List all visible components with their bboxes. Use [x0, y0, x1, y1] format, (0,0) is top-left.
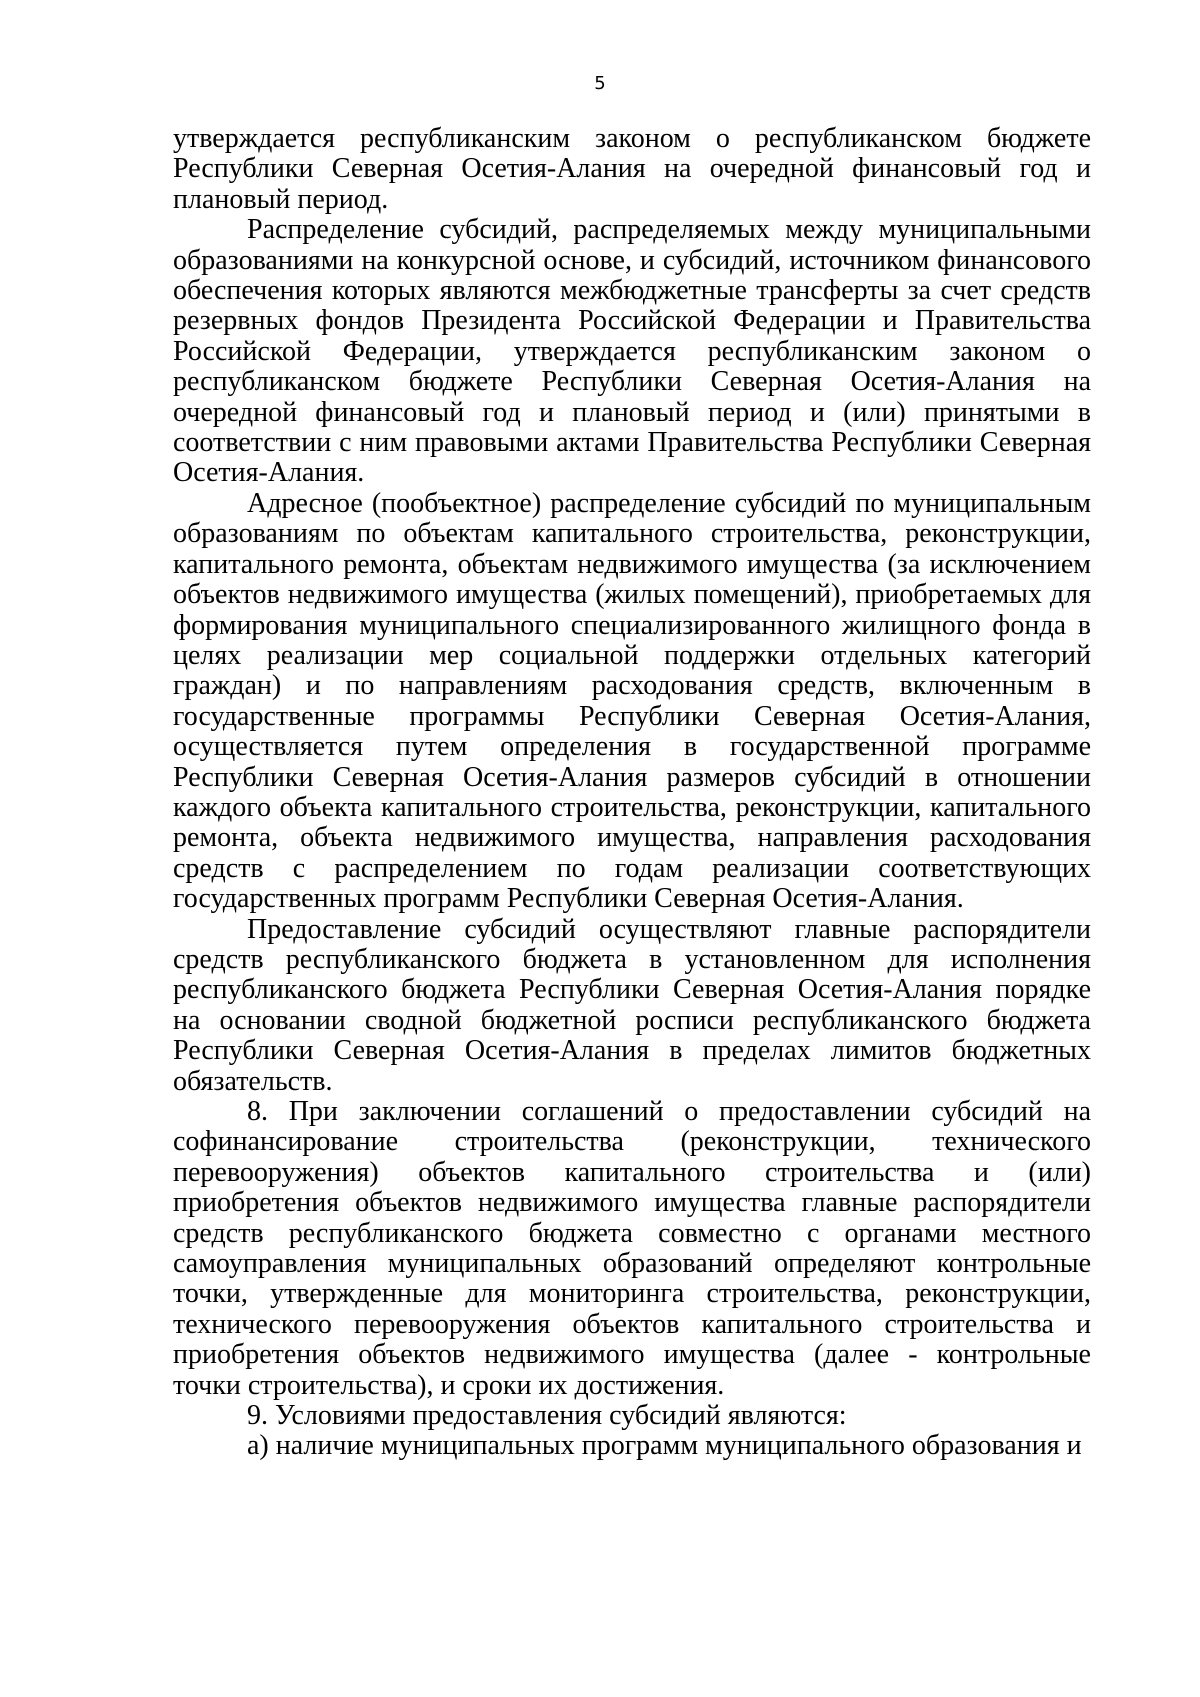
- paragraph-item-9a: а) наличие муниципальных программ муниципального образования и: [247, 1430, 1082, 1462]
- document-body: [173, 124, 1091, 1462]
- paragraph-item-8: 8. При заключении соглашений о предоставлении субсидий на софинансирование строительства (реконструкции, технического перевооружения) объектов капитального строительства и (или) приобретения объектов недвижимого имущества главные распорядители средств республиканского бюджета совместно с органами местного самоуправления муниципальных образований определяют контрольные точки, утвержденные для мониторинга строительства, реконструкции, технического перевооружения объектов капитального строительства и приобретения объектов недвижимого имущества (далее - контрольные точки строительства), и сроки их достижения.: [173, 1096, 1091, 1401]
- paragraph-subsidy-distribution: Распределение субсидий, распределяемых между муниципальными образованиями на конкурсной основе, и субсидий, источником финансового обеспечения которых являются межбюджетные трансферты за счет средств резервных фондов Президента Российской Федерации и Правительства Российской Федерации, утверждается республиканским законом о республиканском бюджете Республики Северная Осетия-Алания на очередной финансовый год и плановый период и (или) принятыми в соответствии с ним правовыми актами Правительства Республики Северная Осетия-Алания.: [173, 214, 1091, 489]
- page-number: 5: [594, 73, 606, 94]
- paragraph-item-9: 9. Условиями предоставления субсидий являются:: [247, 1400, 847, 1432]
- paragraph-continuation: утверждается республиканским законом о республиканском бюджете Республики Северная Осетия-Алания на очередной финансовый год и плановый период.: [173, 123, 1091, 215]
- paragraph-subsidy-provision: Предоставление субсидий осуществляют главные распорядители средств республиканского бюджета в установленном для исполнения республиканского бюджета Республики Северная Осетия-Алания порядке на основании сводной бюджетной росписи республиканского бюджета Республики Северная Осетия-Алания в пределах лимитов бюджетных обязательств.: [173, 913, 1091, 1097]
- paragraph-address-distribution: Адресное (пообъектное) распределение субсидий по муниципальным образованиям по объектам капитального строительства, реконструкции, капитального ремонта, объектам недвижимого имущества (за исключением объектов недвижимого имущества (жилых помещений), приобретаемых для формирования муниципального специализированного жилищного фонда в целях реализации мер социальной поддержки отдельных категорий граждан) и по направлениям расходования средств, включенным в государственные программы Республики Северная Осетия-Алания, осуществляется путем определения в государственной программе Республики Северная Осетия-Алания размеров субсидий в отношении каждого объекта капитального строительства, реконструкции, капитального ремонта, объекта недвижимого имущества, направления расходования средств с распределением по годам реализации соответствующих государственных программ Республики Северная Осетия-Алания.: [173, 487, 1091, 915]
